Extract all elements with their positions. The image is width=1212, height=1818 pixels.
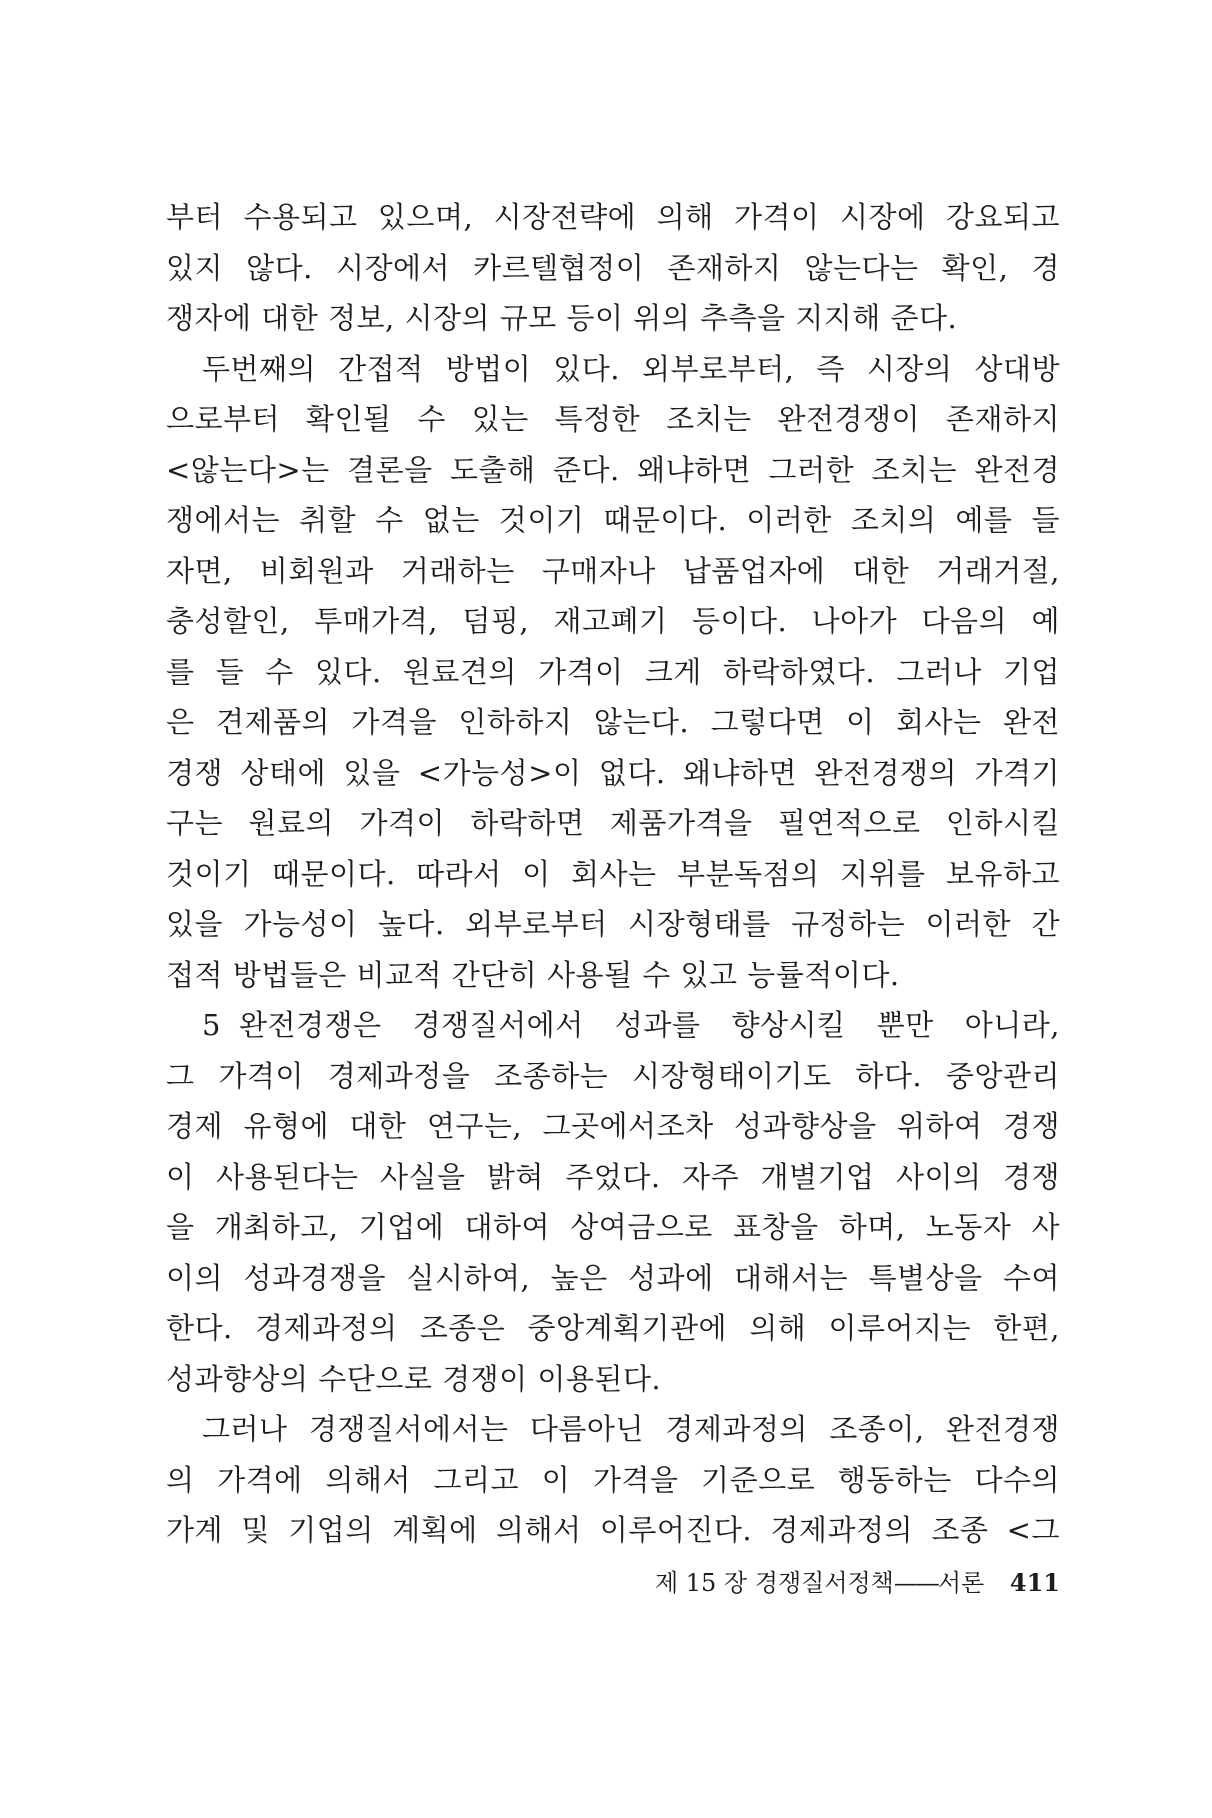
text-line: 그 가격이 경제과정을 조종하는 시장형태이기도 하다. 중앙관리	[166, 1058, 1060, 1093]
page-number: 411	[1009, 1568, 1060, 1597]
text-line: 을 개최하고, 기업에 대하여 상여금으로 표창을 하며, 노동자 사	[166, 1210, 1060, 1244]
running-footer	[600, 1563, 1060, 1598]
section-line	[166, 1000, 1060, 1051]
footer-subtitle: 서론	[937, 1569, 985, 1597]
footer-title: 경쟁질서정책	[754, 1569, 894, 1597]
text-line: 그러나 경쟁질서에서는 다름아닌 경제과정의 조종이, 완전경쟁	[202, 1412, 1060, 1446]
text-line: 충성할인, 투매가격, 덤핑, 재고폐기 등이다. 나아가 다음의 예	[166, 604, 1060, 638]
text-line: 두번째의 간접적 방법이 있다. 외부로부터, 즉 시장의 상대방	[202, 351, 1060, 386]
text-line: 구는 원료의 가격이 하락하면 제품가격을 필연적으로 인하시킬	[166, 806, 1060, 840]
text-line: 경쟁 상태에 있을 <가능성>이 없다. 왜냐하면 완전경쟁의 가격기	[166, 755, 1060, 790]
text-line: 부터 수용되고 있으며, 시장전략에 의해 가격이 시장에 강요되고	[166, 200, 1060, 234]
footer-chapter: 제 15 장	[654, 1569, 748, 1597]
text-line: 를 들 수 있다. 원료견의 가격이 크게 하락하였다. 그러나 기업	[166, 654, 1060, 689]
text-line: <않는다>는 결론을 도출해 준다. 왜냐하면 그러한 조치는 완전경	[166, 452, 1060, 487]
text-line: 으로부터 확인될 수 있는 특정한 조치는 완전경쟁이 존재하지	[166, 402, 1060, 436]
footer-dash: ——	[893, 1569, 938, 1597]
text-line: 쟁자에 대한 정보, 시장의 규모 등이 위의 추측을 지지해 준다.	[166, 301, 958, 335]
text-line: 쟁에서는 취할 수 없는 것이기 때문이다. 이러한 조치의 예를 들	[166, 503, 1060, 537]
text-line: 의 가격에 의해서 그리고 이 가격을 기준으로 행동하는 다수의	[166, 1462, 1060, 1497]
text-line: 경제 유형에 대한 연구는, 그곳에서조차 성과향상을 위하여 경쟁	[166, 1109, 1060, 1143]
text-line: 것이기 때문이다. 따라서 이 회사는 부분독점의 지위를 보유하고	[166, 856, 1060, 891]
text-line: 이의 성과경쟁을 실시하여, 높은 성과에 대해서는 특별상을 수여	[166, 1260, 1060, 1295]
text-line: 성과향상의 수단으로 경쟁이 이용된다.	[166, 1361, 662, 1396]
text-line: 접적 방법들은 비교적 간단히 사용될 수 있고 능률적이다.	[166, 957, 900, 992]
text-line: 완전경쟁은 경쟁질서에서 성과를 향상시킬 뿐만 아니라,	[238, 1008, 1060, 1042]
text-line: 은 견제품의 가격을 인하하지 않는다. 그렇다면 이 회사는 완전	[166, 705, 1060, 739]
text-line: 자면, 비회원과 거래하는 구매자나 납품업자에 대한 거래거절,	[166, 553, 1060, 588]
body-text	[166, 192, 1060, 1556]
section-number: 5	[202, 1008, 221, 1042]
text-line: 이 사용된다는 사실을 밝혀 주었다. 자주 개별기업 사이의 경쟁	[166, 1159, 1060, 1194]
text-line: 가계 및 기업의 계획에 의해서 이루어진다. 경제과정의 조종 <그	[166, 1513, 1060, 1547]
text-line: 있을 가능성이 높다. 외부로부터 시장형태를 규정하는 이러한 간	[166, 907, 1060, 941]
text-line: 한다. 경제과정의 조종은 중앙계획기관에 의해 이루어지는 한편,	[166, 1311, 1060, 1345]
text-line: 있지 않다. 시장에서 카르텔협정이 존재하지 않는다는 확인, 경	[166, 250, 1060, 285]
